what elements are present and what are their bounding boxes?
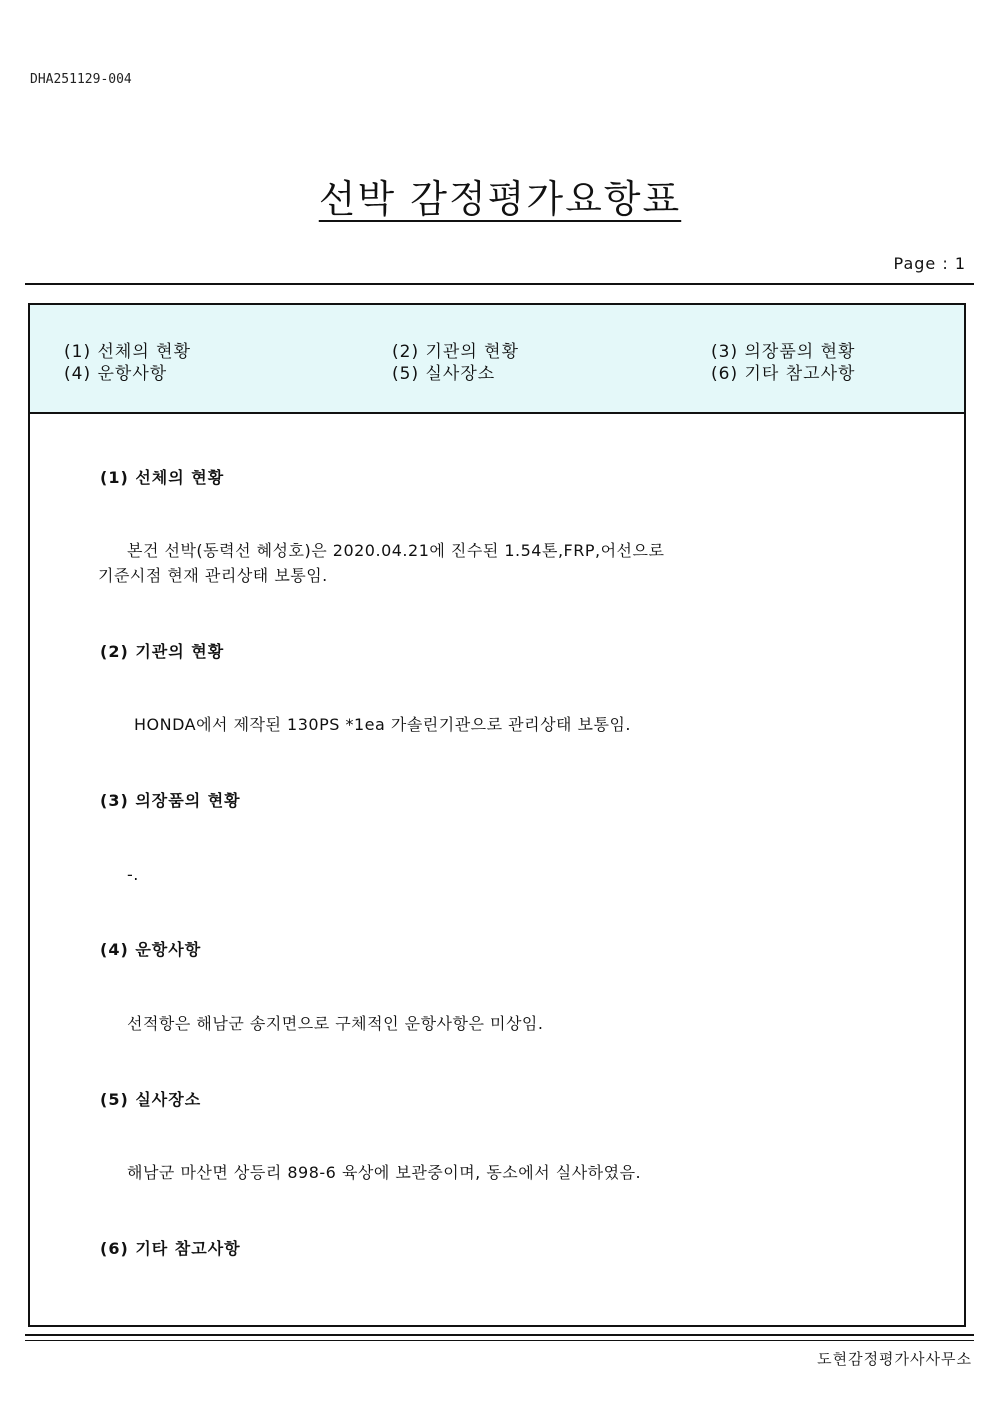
toc-item-operation: (4) 운항사항 [64, 364, 168, 384]
footer-office-name: 도현감정평가사사무소 [817, 1350, 972, 1368]
section-text-operation: 선적항은 해남군 송지면으로 구체적인 운항사항은 미상임. [127, 1014, 544, 1033]
section-text-hull-line-2: 기준시점 현재 관리상태 보통임. [98, 566, 328, 585]
section-text-engine: HONDA에서 제작된 130PS *1ea 가솔린기관으로 관리상태 보통임. [134, 715, 632, 734]
section-text-inspection-site: 해남군 마산면 상등리 898-6 육상에 보관중이며, 동소에서 실사하였음. [127, 1163, 642, 1182]
section-text-equipment: -. [127, 865, 139, 884]
section-heading-engine: (2) 기관의 현황 [100, 642, 225, 661]
bottom-divider-thin [25, 1340, 974, 1341]
page-title [0, 168, 1000, 223]
toc-item-inspection-site: (5) 실사장소 [392, 364, 496, 384]
section-heading-equipment: (3) 의장품의 현황 [100, 791, 241, 810]
page-title-text: 선박 감정평가요항표 [318, 177, 682, 221]
toc-item-hull: (1) 선체의 현황 [64, 342, 191, 362]
toc-item-equipment: (3) 의장품의 현황 [711, 342, 856, 362]
section-heading-inspection-site: (5) 실사장소 [100, 1090, 202, 1109]
top-divider [25, 283, 974, 285]
table-of-contents [30, 305, 964, 414]
section-heading-hull: (1) 선체의 현황 [100, 468, 225, 487]
section-heading-operation: (4) 운항사항 [100, 940, 202, 959]
bottom-divider [25, 1334, 974, 1336]
content-frame [28, 303, 966, 1327]
page-number: Page : 1 [893, 254, 966, 273]
section-text-hull-line-1: 본건 선박(동력선 혜성호)은 2020.04.21에 진수된 1.54톤,FRP,어선으로 [127, 541, 665, 560]
toc-item-other-notes: (6) 기타 참고사항 [711, 364, 856, 384]
toc-item-engine: (2) 기관의 현황 [392, 342, 519, 362]
section-heading-other-notes: (6) 기타 참고사항 [100, 1239, 241, 1258]
document-id: DHA251129-004 [30, 72, 132, 87]
